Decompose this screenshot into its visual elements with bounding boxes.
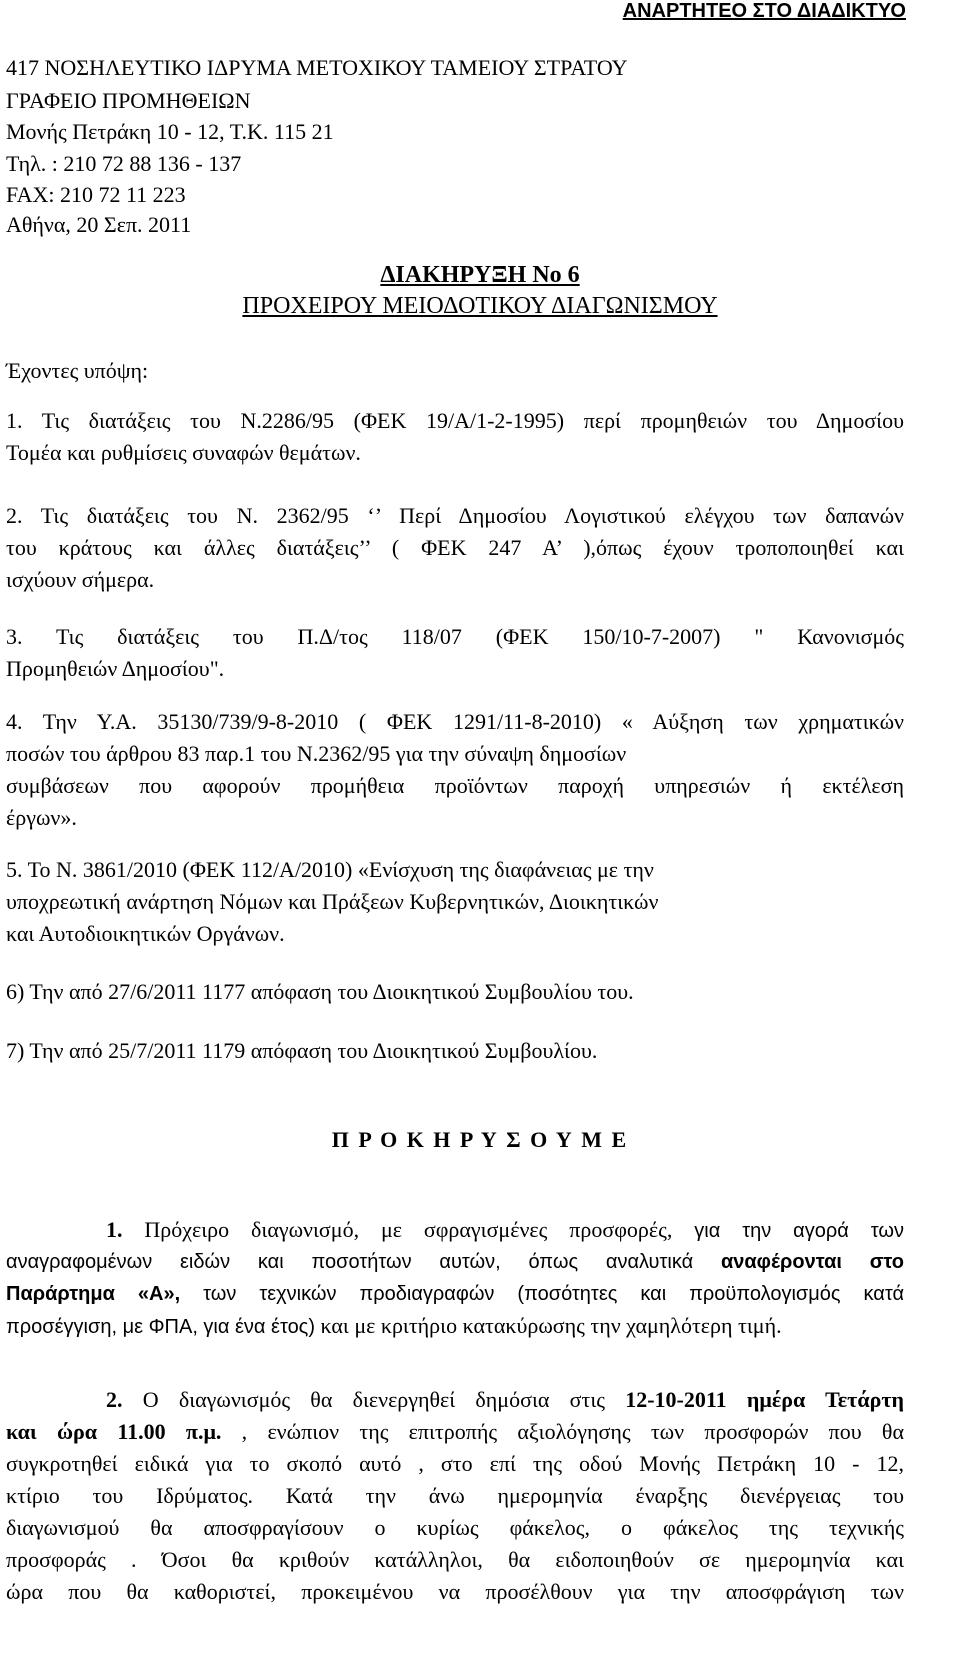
consideration-item-5: [6, 854, 904, 950]
text-line: προσφοράς . Όσοι θα κριθούν κατάλληλοι, θα ειδοποιηθούν σε ημερομηνία και: [6, 1547, 904, 1572]
text-fragment: και ώρα 11.00 π.μ.: [6, 1419, 222, 1444]
text-line: έργων».: [6, 805, 77, 830]
header-line: Τηλ. : 210 72 88 136 - 137: [6, 151, 242, 176]
document-title: ΔΙΑΚΗΡΥΞΗ No 6: [380, 262, 580, 288]
consideration-item-1: [6, 405, 904, 469]
text-fragment: προσέγγιση, με ΦΠΑ, για ένα έτος): [6, 1316, 315, 1338]
text-line: του κράτους και άλλες διατάξεις’’ ( ΦΕΚ 247 Α’ ),όπως έχουν τροποποιηθεί και: [6, 535, 904, 560]
text-fragment: , ενώπιον της επιτροπής αξιολόγησης των προσφορών που θα: [221, 1419, 904, 1444]
text-line: 7) Την από 25/7/2011 1179 απόφαση του Διοικητικού Συμβουλίου.: [6, 1038, 598, 1063]
publication-stamp: ΑΝΑΡΤΗΤΕΟ ΣΤΟ ΔΙΑΔΙΚΤΥΟ: [622, 0, 906, 22]
text-line: 3. Τις διατάξεις του Π.Δ/τος 118/07 (ΦΕΚ 150/10-7-2007) " Κανονισμός: [6, 624, 904, 649]
text-line: υποχρεωτική ανάρτηση Νόμων και Πράξεων Κυβερνητικών, Διοικητικών: [6, 889, 659, 914]
text-line: [6, 1416, 904, 1448]
paragraph-number: 1.: [106, 1217, 123, 1242]
text-line: Τομέα και ρυθμίσεις συναφών θεμάτων.: [6, 440, 361, 465]
proclamation-heading: Π Ρ Ο Κ Η Ρ Υ Σ Ο Υ Μ Ε: [331, 1127, 629, 1152]
header-line: ΓΡΑΦΕΙΟ ΠΡΟΜΗΘΕΙΩΝ: [6, 88, 251, 113]
text-line: ώρα που θα καθοριστεί, προκειμένου να προσέλθουν για την αποσφράγιση των: [6, 1579, 904, 1604]
text-line: ισχύουν σήμερα.: [6, 567, 155, 592]
text-line: 5. Το Ν. 3861/2010 (ΦΕΚ 112/Α/2010) «Ενίσχυση της διαφάνειας με την: [6, 857, 654, 882]
text-fragment: για την αγορά των: [672, 1220, 904, 1242]
text-line: συγκροτηθεί ειδικά για το σκοπό αυτό , στο επί της οδού Μονής Πετράκη 10 - 12,: [6, 1451, 904, 1476]
consideration-item-7: [6, 1035, 904, 1067]
text-line: 2. Τις διατάξεις του Ν. 2362/95 ‘’ Περί Δημοσίου Λογιστικού ελέγχου των δαπανών: [6, 503, 904, 528]
text-line: 1. Τις διατάξεις του Ν.2286/95 (ΦΕΚ 19/Α/1-2-1995) περί προμηθειών του Δημοσίου: [6, 408, 904, 433]
text-fragment: Παράρτημα «Α»,: [6, 1283, 181, 1305]
text-line: ποσών του άρθρου 83 παρ.1 του Ν.2362/95 για την σύναψη δημοσίων: [6, 741, 627, 766]
text-fragment: Πρόχειρο διαγωνισμό, με σφραγισμένες προσφορές,: [122, 1217, 673, 1242]
header-line: Μονής Πετράκη 10 - 12, Τ.Κ. 115 21: [6, 119, 334, 144]
text-line: [6, 1214, 904, 1246]
consideration-item-2: [6, 500, 904, 596]
text-line: [6, 1310, 904, 1342]
text-fragment: Ο διαγωνισμός θα διενεργηθεί δημόσια στις: [122, 1387, 626, 1412]
document-subtitle: ΠΡΟΧΕΙΡΟΥ ΜΕΙΟΔΟΤΙΚΟΥ ΔΙΑΓΩΝΙΣΜΟΥ: [242, 293, 718, 319]
consideration-item-6: [6, 976, 904, 1008]
text-line: και Αυτοδιοικητικών Οργάνων.: [6, 921, 285, 946]
considering-label: Έχοντες υπόψη:: [6, 358, 149, 383]
text-line: [6, 1278, 904, 1310]
text-line: συμβάσεων που αφορούν προμήθεια προϊόντων παροχή υπηρεσιών ή εκτέλεση: [6, 773, 904, 798]
text-fragment: αναγραφομένων ειδών και ποσοτήτων αυτών, όπως αναλυτικά: [6, 1251, 721, 1273]
header-line: Αθήνα, 20 Σεπ. 2011: [6, 212, 192, 237]
text-line: [6, 1384, 904, 1416]
paragraph-1: [6, 1214, 904, 1342]
paragraph-2: [6, 1384, 904, 1608]
text-fragment: αναφέρονται στο: [720, 1251, 904, 1273]
text-line: κτίριο του Ιδρύματος. Κατά την άνω ημερομηνία έναρξης διενέργειας του: [6, 1483, 904, 1508]
text-fragment: 12-10-2011 ημέρα Τετάρτη: [625, 1387, 905, 1412]
text-line: Προμηθειών Δημοσίου".: [6, 656, 225, 681]
text-line: 6) Την από 27/6/2011 1177 απόφαση του Διοικητικού Συμβουλίου του.: [6, 979, 634, 1004]
paragraph-number: 2.: [106, 1387, 123, 1412]
consideration-item-3: [6, 621, 904, 685]
text-line: 4. Την Υ.Α. 35130/739/9-8-2010 ( ΦΕΚ 1291/11-8-2010) « Αύξηση των χρηματικών: [6, 709, 904, 734]
consideration-item-4: [6, 706, 904, 834]
header-line: 417 ΝΟΣΗΛΕΥΤΙΚΟ ΙΔΡΥΜΑ ΜΕΤΟΧΙΚΟΥ ΤΑΜΕΙΟΥ ΣΤΡΑΤΟΥ: [6, 55, 628, 80]
text-fragment: και με κριτήριο κατακύρωσης την χαμηλότερη τιμή.: [314, 1313, 782, 1338]
text-line: διαγωνισμού θα αποσφραγίσουν ο κυρίως φάκελος, ο φάκελος της τεχνικής: [6, 1515, 904, 1540]
text-line: [6, 1246, 904, 1278]
header-line: FAX: 210 72 11 223: [6, 182, 186, 207]
text-fragment: των τεχνικών προδιαγραφών (ποσότητες και προϋπολογισμός κατά: [180, 1283, 905, 1305]
